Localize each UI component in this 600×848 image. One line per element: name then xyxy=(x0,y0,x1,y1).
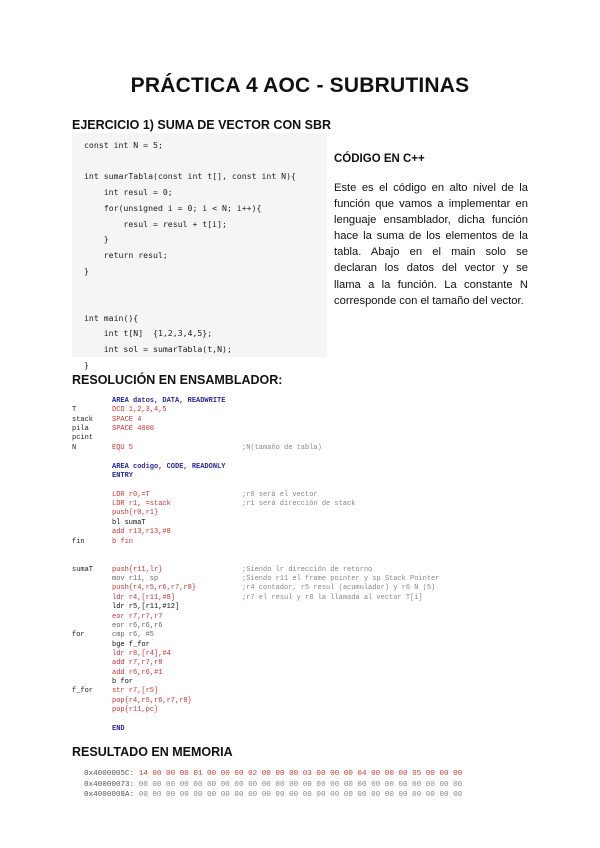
cpp-code-block xyxy=(72,133,327,370)
cpp-code-heading: CÓDIGO EN C++ xyxy=(334,153,425,165)
assembly-comment: ;Siendo r11 el frame pointer y sp Stack Pointer xyxy=(242,575,440,584)
assembly-comment: ;N(tamaño de tabla) xyxy=(242,443,322,452)
cpp-code-line: int sumarTabla(const int t[], const int N){ xyxy=(84,171,296,182)
assembly-label: T xyxy=(72,406,77,415)
memory-row xyxy=(84,770,462,781)
cpp-code-line: int main(){ xyxy=(84,312,139,323)
assembly-instruction: LDR r1, =stack xyxy=(112,500,171,509)
assembly-comment: ;r4 contador, r5 resul (acumulador) y r6 N (5) xyxy=(242,584,436,593)
assembly-instruction: ldr r5,[r11,#12] xyxy=(112,603,180,612)
assembly-instruction: ENTRY xyxy=(112,471,134,480)
assembly-instruction: pop{r4,r5,r6,r7,r8} xyxy=(112,696,192,705)
assembly-instruction: END xyxy=(112,724,125,733)
section-heading-exercise: EJERCICIO 1) SUMA DE VECTOR CON SBR xyxy=(72,118,332,132)
assembly-instruction: add r13,r13,#8 xyxy=(112,528,171,537)
cpp-code-line: resul = resul + t[i]; xyxy=(84,218,227,229)
assembly-comment: ;r0 será el vector xyxy=(242,490,318,499)
cpp-code-line: int t[N] {1,2,3,4,5}; xyxy=(84,328,213,339)
assembly-comment: ;Siendo lr dirección de retorno xyxy=(242,565,373,574)
cpp-code-line: for(unsigned i = 0; i < N; i++){ xyxy=(84,202,262,213)
assembly-comment: ;r1 será dirección de stack xyxy=(242,500,356,509)
assembly-instruction: push{r0,r1} xyxy=(112,509,159,518)
assembly-instruction: ldr r8,[r4],#4 xyxy=(112,649,171,658)
assembly-instruction: mov r11, sp xyxy=(112,575,159,584)
cpp-code-description: Este es el código en alto nivel de la función que vamos a implementar en lenguaje ensamblador, dicha función hace la suma de los elementos de la tabla. Abajo en el main solo se declaran los datos del vector y se llama a la función. La constante N corresponde con el tamaño del vector. xyxy=(334,182,528,307)
assembly-instruction: bge f_for xyxy=(112,640,150,649)
assembly-comment: ;r7 el resul y r8 la llamada al vector T[i] xyxy=(242,593,423,602)
assembly-label: for xyxy=(72,631,85,640)
assembly-instruction: b for xyxy=(112,678,134,687)
page-title: PRÁCTICA 4 AOC - SUBRUTINAS xyxy=(130,74,470,97)
assembly-instruction: EQU 5 xyxy=(112,443,134,452)
assembly-instruction: DCD 1,2,3,4,5 xyxy=(112,406,167,415)
memory-bytes: 00 00 00 00 00 00 00 00 00 00 00 00 00 00 00 00 00 00 00 00 00 00 00 00 xyxy=(134,791,463,799)
cpp-code-line: } xyxy=(84,359,89,370)
assembly-instruction: ldr r4,[r11,#8] xyxy=(112,593,176,602)
assembly-instruction: push{r4,r5,r6,r7,r8} xyxy=(112,584,197,593)
assembly-instruction: cmp r6, #5 xyxy=(112,631,155,640)
assembly-instruction: add r6,r6,#1 xyxy=(112,668,163,677)
assembly-instruction: AREA codigo, CODE, READONLY xyxy=(112,462,226,471)
assembly-instruction: bl sumaT xyxy=(112,518,146,527)
memory-address: 0x4000005C: xyxy=(84,770,135,778)
assembly-label: fin xyxy=(72,537,85,546)
section-heading-memory: RESULTADO EN MEMORIA xyxy=(72,745,233,759)
assembly-instruction: SPACE 4000 xyxy=(112,425,155,434)
memory-dump xyxy=(84,770,462,802)
assembly-label: sumaT xyxy=(72,565,94,574)
assembly-instruction: pop{r11,pc} xyxy=(112,706,159,715)
assembly-instruction: eor r6,r6,r6 xyxy=(112,621,163,630)
assembly-instruction: SPACE 4 xyxy=(112,415,142,424)
assembly-instruction: LDR r0,=T xyxy=(112,490,150,499)
cpp-code-line: } xyxy=(84,265,89,276)
assembly-instruction: b fin xyxy=(112,537,134,546)
assembly-instruction: eor r7,r7,r7 xyxy=(112,612,163,621)
cpp-code-line: } xyxy=(84,234,109,245)
memory-address: 0x4000008A: xyxy=(84,791,135,799)
cpp-code-line: int sol = sumarTabla(t,N); xyxy=(84,344,232,355)
memory-address: 0x40000073: xyxy=(84,780,135,789)
memory-row xyxy=(84,781,462,792)
assembly-label: pcint xyxy=(72,434,94,443)
cpp-code-line: int resul = 0; xyxy=(84,187,173,198)
memory-bytes: 14 00 00 00 01 00 00 00 02 00 00 00 03 00 00 00 04 00 00 00 05 00 00 00 xyxy=(134,770,463,778)
memory-row xyxy=(84,791,462,802)
assembly-instruction: str r7,[r5] xyxy=(112,687,159,696)
section-heading-assembly: RESOLUCIÓN EN ENSAMBLADOR: xyxy=(72,373,283,387)
assembly-label: pila xyxy=(72,425,89,434)
assembly-label: N xyxy=(72,443,77,452)
cpp-code-line: const int N = 5; xyxy=(84,140,163,150)
cpp-code-line: return resul; xyxy=(84,249,168,260)
assembly-instruction: add r7,r7,r8 xyxy=(112,659,163,668)
assembly-label: stack xyxy=(72,415,94,424)
assembly-instruction: push{r11,lr} xyxy=(112,565,163,574)
assembly-instruction: AREA datos, DATA, READWRITE xyxy=(112,397,226,405)
memory-bytes: 00 00 00 00 00 00 00 00 00 00 00 00 00 00 00 00 00 00 00 00 00 00 00 00 xyxy=(134,780,463,789)
assembly-label: f_for xyxy=(72,687,94,696)
assembly-code-block xyxy=(72,397,440,733)
